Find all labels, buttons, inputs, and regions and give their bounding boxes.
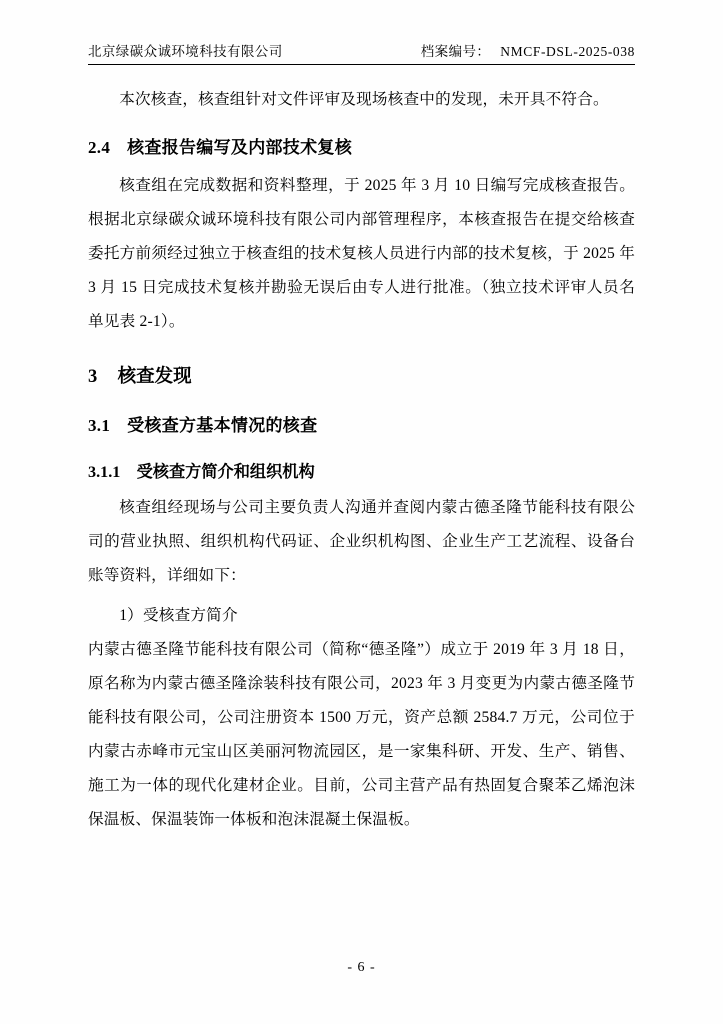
heading-2-4-title: 核查报告编写及内部技术复核 <box>127 138 352 157</box>
header-company-name: 北京绿碳众诚环境科技有限公司 <box>88 44 283 59</box>
heading-3-1-number: 3.1 <box>88 416 111 435</box>
heading-3-1-title: 受核查方基本情况的核查 <box>127 416 318 435</box>
page-content <box>88 40 635 837</box>
heading-3-1-1-number: 3.1.1 <box>88 463 121 481</box>
paragraph-2-4: 核查组在完成数据和资料整理，于 2025 年 3 月 10 日编写完成核查报告。根据北京绿碳众诚环境科技有限公司内部管理程序，本核查报告在提交给核查委托方前须经过独立于核查组的技术复核人员进行内部的技术复核，于 2025 年 3 月 15 日完成技术复核并勘验无误后由专人进行批准。（独立技术评审人员名单见表 2-1）。 <box>88 177 635 330</box>
page-number: - 6 - <box>347 960 376 975</box>
paragraph-intro: 本次核查，核查组针对文件评审及现场核查中的发现，未开具不符合。 <box>119 91 609 108</box>
heading-3-number: 3 <box>88 367 98 387</box>
document-body <box>88 83 635 837</box>
list-item-1-paragraph: 内蒙古德圣隆节能科技有限公司（简称“德圣隆”）成立于 2019 年 3 月 18 日，原名称为内蒙古德圣隆涂装科技有限公司，2023 年 3 月变更为内蒙古德圣隆节能科技有限公司，公司注册资本 1500 万元，资产总额 2584.7 万元，公司位于内蒙古赤峰市元宝山区美丽河物流园区，是一家集科研、开发、生产、销售、施工为一体的现代化建材企业。目前，公司主营产品有热固复合聚苯乙烯泡沫保温板、保温装饰一体板和泡沫混凝土保温板。 <box>88 641 635 828</box>
heading-3-1-1-title: 受核查方简介和组织机构 <box>136 463 315 481</box>
heading-3-1 <box>88 409 635 443</box>
heading-3 <box>88 359 635 395</box>
header-code-label: 档案编号： <box>420 44 491 59</box>
page-footer <box>0 960 723 976</box>
heading-3-1-1 <box>88 455 635 489</box>
heading-2-4-number: 2.4 <box>88 138 111 157</box>
list-item-1-label: 1）受核查方简介 <box>119 607 238 624</box>
header-archive-code <box>421 40 635 60</box>
page-header <box>88 40 635 65</box>
heading-2-4 <box>88 131 635 165</box>
header-code-value: NMCF-DSL-2025-038 <box>500 44 635 59</box>
paragraph-3-1-1: 核查组经现场与公司主要负责人沟通并查阅内蒙古德圣隆节能科技有限公司的营业执照、组织机构代码证、企业织机构图、企业生产工艺流程、设备台账等资料，详细如下： <box>88 499 635 584</box>
heading-3-title: 核查发现 <box>117 367 192 387</box>
